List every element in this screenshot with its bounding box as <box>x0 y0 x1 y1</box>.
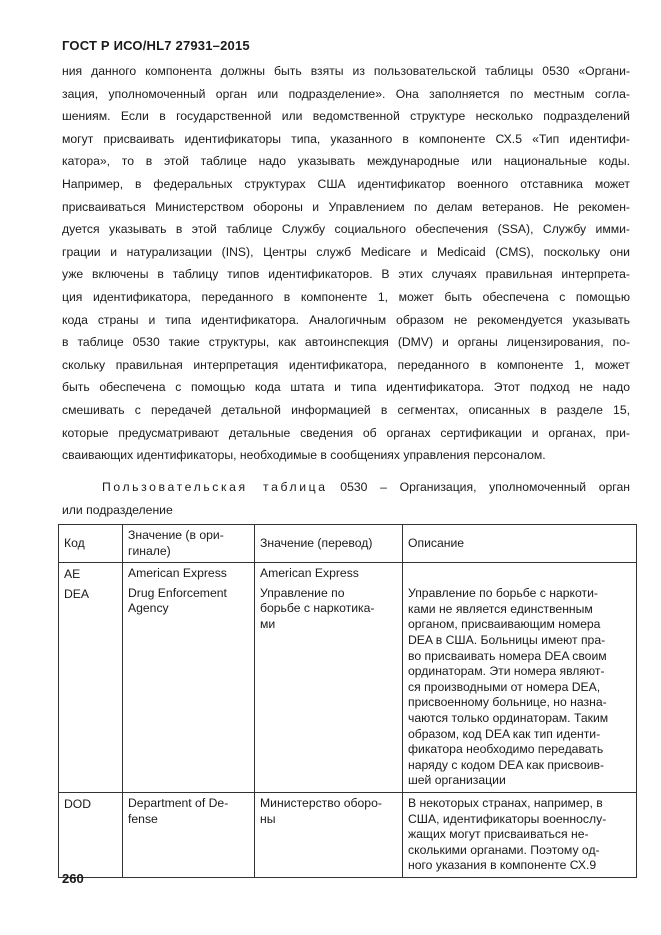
body-line: дуется указывать в этой таблице Службу социального обеспечения (SSA), Службу имми- <box>62 222 630 237</box>
codes-table <box>58 524 637 878</box>
body-line: зация, уполномоченный орган или подразделение». Она заполняется по местным согла- <box>62 86 630 101</box>
table-caption-continued: или подразделение <box>62 502 173 517</box>
original-value: Drug Enforcement Agency <box>128 585 227 616</box>
original-value: Department of De- fense <box>128 795 229 826</box>
table-row <box>59 563 637 793</box>
body-line: сваивающих идентификаторы, необходимые в сообщениях управления персоналом. <box>62 448 546 463</box>
translation-value: American Express <box>260 566 359 581</box>
body-line: кода страны и типа идентификатора. Аналогичным образом не рекомендуется указывать <box>62 312 630 327</box>
body-paragraph <box>62 60 630 467</box>
body-line: присваиваться Министерством обороны и Управлением по делам ветеранов. Не рекомен- <box>62 199 630 214</box>
body-line: в таблице 0530 такие структуры, как автоинспекция (DMV) и органы лицензирования, по- <box>62 335 630 350</box>
cell-code <box>59 792 123 877</box>
col-header-description: Описание <box>403 525 637 563</box>
body-line: которые предусматривают детальные сведения об органах сертификации и органах, при- <box>62 425 630 440</box>
original-value: American Express <box>128 566 227 581</box>
col-header-code: Код <box>59 525 123 563</box>
cell-description <box>403 792 637 877</box>
cell-description <box>403 563 637 793</box>
description-text: В некоторых странах, например, в США, идентификаторы военнослу- жащих могут присваиваться не- сколькими органами. Поэтому од- ного указания в компоненте СХ.9 <box>408 795 607 873</box>
col-header-original: Значение (в ори- гинале) <box>123 525 255 563</box>
code-value: AE <box>64 567 81 582</box>
cell-translation <box>255 792 403 877</box>
body-line: катора», то в этой таблице надо указывать международные или национальные коды. <box>62 154 630 169</box>
table-caption-label: Пользовательская таблица <box>102 480 328 494</box>
body-line: смешивать с передачей детальной информацией в сегментах, описанных в разделе 15, <box>62 402 630 417</box>
page-number: 260 <box>62 871 84 886</box>
translation-value: Министерство оборо- ны <box>260 795 382 826</box>
cell-original <box>123 792 255 877</box>
body-line: уже включены в таблицу типов идентификаторов. В этих случаях правильная интерпрета- <box>62 267 630 282</box>
code-value: DOD <box>64 796 92 811</box>
table-header-row <box>59 525 637 563</box>
body-line: шениям. Если в государственной или ведомственной структуре несколько подразделений <box>62 109 630 124</box>
table-row <box>59 792 637 877</box>
col-header-translation: Значение (перевод) <box>255 525 403 563</box>
description-text: Управление по борьбе с наркоти- ками не является единственным органом, присваивающим номера DEA в США. Больницы имеют пра- во присваивать номера DEA своим ординаторам. Эти номера являют- ся производными от номера DEA, присвоенному больнице, но назна- чаются только ординаторам. Таким образом, код DEA как тип иденти- фикатора необходимо передавать наряду с кодом DEA как присвоив- шей организации <box>408 586 609 788</box>
body-line: быть обеспечена с помощью кода штата и типа идентификатора. Этот подход не надо <box>62 380 630 395</box>
table-caption <box>62 476 630 521</box>
translation-value: Управление по борьбе с наркотика- ми <box>260 585 375 631</box>
body-line: могут присваивать идентификаторы типа, указанного в компоненте СХ.5 «Тип идентифи- <box>62 131 630 146</box>
body-line: грации и натурализации (INS), Центры служб Medicare и Medicaid (CMS), поскольку они <box>62 244 630 259</box>
body-line: Например, в федеральных структурах США идентификатор военного отставника может <box>62 176 630 191</box>
body-line: скольку правильная интерпретация идентификатора, переданного в компоненте 1, может <box>62 357 630 372</box>
cell-original <box>123 563 255 793</box>
cell-code <box>59 563 123 793</box>
body-line: ция идентификатора, переданного в компоненте 1, может быть обеспечена с помощью <box>62 289 630 304</box>
body-line: ния данного компонента должны быть взяты из пользовательской таблицы 0530 «Органи- <box>62 64 630 78</box>
table-caption-title: 0530 – Организация, уполномоченный орган <box>327 480 630 494</box>
document-header: ГОСТ Р ИСО/HL7 27931–2015 <box>62 38 250 53</box>
code-value: DEA <box>64 586 90 601</box>
cell-translation <box>255 563 403 793</box>
